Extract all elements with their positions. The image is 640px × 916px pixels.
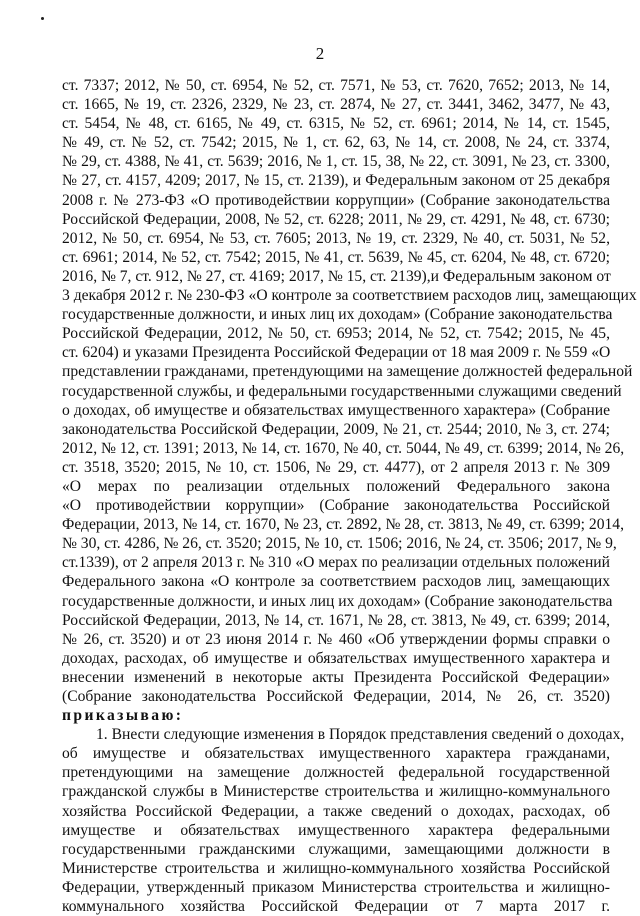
text-line: государственные должности, и иных лиц их доходам» (Собрание законодательства — [62, 306, 613, 324]
text-line: Российской Федерации, 2013, № 14, ст. 1671, № 28, ст. 3813, № 49, ст. 6399; 2014, — [62, 611, 610, 629]
text-line: Российской Федерации, 2012, № 50, ст. 6953; 2014, № 52, ст. 7542; 2015, № 45, — [62, 325, 610, 343]
text-line: Федерации, 2013, № 14, ст. 1670, № 23, ст. 2892, № 28, ст. 3813, № 49, ст. 6399; 2014, — [62, 516, 624, 534]
text-line: 2012, № 12, ст. 1391; 2013, № 14, ст. 1670, № 40, ст. 5044, № 49, ст. 6399; 2014, № 26, — [62, 439, 625, 457]
text-line: представлении гражданами, претендующими на замещение должностей федеральной — [62, 363, 633, 381]
text-line: внесении изменений в некоторые акты Президента Российской Федерации» — [62, 668, 610, 686]
text-line: хозяйства Российской Федерации, а также сведений о доходах, расходах, об — [62, 802, 610, 820]
text-line: государственные должности, и иных лиц их доходам» (Собрание законодательства — [62, 592, 613, 610]
text-line: № 30, ст. 4286, № 26, ст. 3520; 2015, № 10, ст. 1506; 2016, № 24, ст. 3506; 2017, № 9, — [62, 535, 617, 553]
text-line: гражданской службы в Министерстве строительства и жилищно-коммунального — [62, 783, 610, 801]
text-line: ст. 7337; 2012, № 50, ст. 6954, № 52, ст. 7571, № 53, ст. 7620, 7652; 2013, № 14, — [62, 77, 610, 94]
text-line: имуществе и обязательствах имущественного характера федеральными — [62, 821, 610, 839]
text-line: 1. Внести следующие изменения в Порядок представления сведений о доходах, — [96, 726, 625, 744]
paragraph-legal-basis — [62, 76, 637, 706]
text-line: «О мерах по реализации отдельных положений Федерального закона — [62, 477, 610, 495]
text-line: 2016, № 7, ст. 912, № 27, ст. 4169; 2017, № 15, ст. 2139),и Федеральным законом от — [62, 267, 611, 285]
scan-speck — [41, 17, 44, 20]
text-line: ст. 3518, 3520; 2015, № 10, ст. 1506, № 29, ст. 4477), от 2 апреля 2013 г. № 309 — [62, 458, 610, 476]
text-line: 2012, № 50, ст. 6954, № 53, ст. 7605; 2013, № 19, ст. 2329, № 40, ст. 5031, № 52, — [62, 229, 610, 247]
text-line: Министерстве строительства и жилищно-коммунального хозяйства Российской — [62, 859, 610, 877]
text-line: ст. 5454, № 48, ст. 6165, № 49, ст. 6315, № 52, ст. 6961; 2014, № 14, ст. 1545, — [62, 115, 610, 133]
text-line: Федерации, утвержденный приказом Министерства строительства и жилищно- — [62, 878, 610, 896]
text-line: претендующими на замещение должностей федеральной государственной — [62, 764, 610, 782]
text-line: государственной службы, и федеральными государственными служащими сведений — [62, 382, 622, 400]
text-line: № 27, ст. 4157, 4209; 2017, № 15, ст. 2139), и Федеральным законом от 25 декабря — [62, 172, 610, 190]
text-line: (Собрание законодательства Российской Федерации, 2014, № 26, ст. 3520) — [62, 688, 610, 705]
text-line: 2008 г. № 273-ФЗ «О противодействии коррупции» (Собрание законодательства — [62, 191, 610, 209]
text-line: об имуществе и обязательствах имущественного характера гражданами, — [62, 745, 610, 763]
text-line: ст. 6204) и указами Президента Российской Федерации от 18 мая 2009 г. № 559 «О — [62, 344, 611, 362]
text-line: ст.1339), от 2 апреля 2013 г. № 310 «О мерах по реализации отдельных положений — [62, 554, 610, 572]
order-heading — [62, 706, 610, 725]
text-line: № 26, ст. 3520) и от 23 июня 2014 г. № 460 «Об утверждении формы справки о — [62, 630, 610, 648]
text-line: № 29, ст. 4388, № 41, ст. 5639; 2016, № 1, ст. 15, 38, № 22, ст. 3091, № 23, ст. 3300, — [62, 153, 610, 171]
text-line: ст. 6961; 2014, № 52, ст. 7542; 2015, № 41, ст. 5639, № 45, ст. 6204, № 48, ст. 6720; — [62, 248, 610, 266]
paragraph-item-1 — [62, 725, 625, 916]
order-word: приказываю: — [62, 707, 184, 725]
text-line: № 49, ст. № 52, ст. 7542; 2015, № 1, ст. 62, 63, № 14, ст. 2008, № 24, ст. 3374, — [62, 134, 610, 152]
text-line: «О противодействии коррупции» (Собрание законодательства Российской — [62, 497, 610, 515]
text-line: доходах, расходах, об имуществе и обязательствах имущественного характера и — [62, 649, 610, 667]
text-line: государственными гражданскими служащими, замещающими должности в — [62, 840, 610, 858]
text-line: коммунального хозяйства Российской Федерации от 7 марта 2017 г. — [62, 898, 610, 916]
document-body — [62, 76, 637, 916]
text-line: о доходах, об имуществе и обязательствах имущественного характера» (Собрание — [62, 401, 610, 419]
text-line: 3 декабря 2012 г. № 230-ФЗ «О контроле за соответствием расходов лиц, замещающих — [62, 287, 637, 305]
page-number: 2 — [315, 44, 325, 63]
text-line: Федерального закона «О контроле за соответствием расходов лиц, замещающих — [62, 573, 610, 591]
text-line: Российской Федерации, 2008, № 52, ст. 6228; 2011, № 29, ст. 4291, № 48, ст. 6730; — [62, 210, 610, 228]
text-line: законодательства Российской Федерации, 2009, № 21, ст. 2544; 2010, № 3, ст. 274; — [62, 420, 610, 438]
text-line: ст. 1665, № 19, ст. 2326, 2329, № 23, ст. 2874, № 27, ст. 3441, 3462, 3477, № 43, — [62, 96, 610, 114]
